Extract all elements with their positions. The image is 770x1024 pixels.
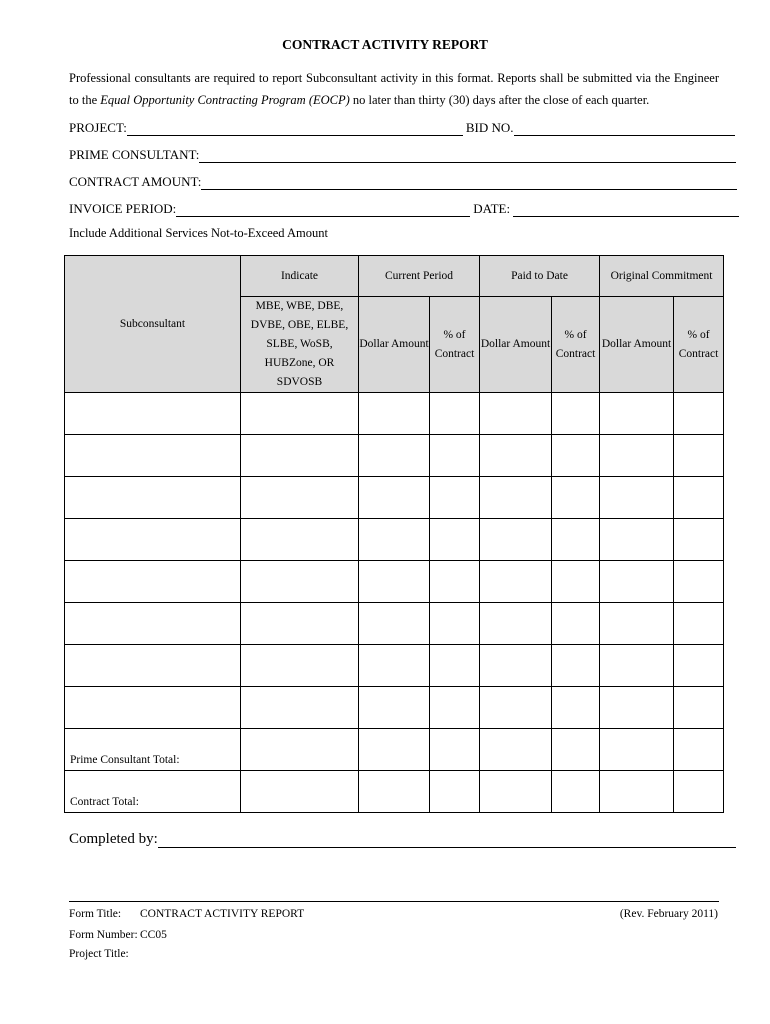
project-title-label: Project Title: (69, 948, 129, 960)
subconsultant-header: Subconsultant (65, 256, 241, 393)
intro-italic: Equal Opportunity Contracting Program (EOCP) (100, 93, 350, 107)
contract-amount-label: CONTRACT AMOUNT: (69, 174, 202, 189)
table-cell[interactable] (430, 393, 480, 435)
table-cell[interactable] (430, 771, 480, 813)
indicate-detail-header: MBE, WBE, DBE, DVBE, OBE, ELBE, SLBE, WoSB, HUBZone, OR SDVOSB (241, 297, 359, 393)
table-cell[interactable] (674, 603, 724, 645)
contract-amount-line (69, 174, 737, 190)
prime-total-label: Prime Consultant Total: (65, 729, 241, 771)
completed-by-field[interactable] (158, 830, 736, 848)
original-pct-header: % of Contract (674, 297, 724, 393)
table-cell[interactable] (600, 729, 674, 771)
table-cell[interactable] (600, 519, 674, 561)
table-cell[interactable] (359, 393, 430, 435)
project-line (69, 120, 735, 136)
document-title: CONTRACT ACTIVITY REPORT (282, 37, 488, 52)
form-number-value: CC05 (140, 929, 167, 941)
table-cell[interactable] (359, 435, 430, 477)
table-cell[interactable] (480, 645, 552, 687)
table-row (65, 645, 724, 687)
intro-text-2: no later than thirty (30) days after the close of each quarter. (349, 93, 650, 107)
table-cell[interactable] (359, 561, 430, 603)
table-cell[interactable] (241, 729, 359, 771)
table-cell[interactable] (600, 435, 674, 477)
table-cell[interactable] (241, 393, 359, 435)
table-cell[interactable] (480, 477, 552, 519)
table-cell[interactable] (480, 771, 552, 813)
table-cell[interactable] (552, 687, 600, 729)
current-pct-header: % of Contract (430, 297, 480, 393)
table-cell[interactable] (674, 435, 724, 477)
table-cell[interactable] (430, 561, 480, 603)
table-cell[interactable] (600, 645, 674, 687)
table-cell[interactable] (674, 645, 724, 687)
table-cell[interactable] (65, 603, 241, 645)
indicate-header: Indicate (241, 256, 359, 297)
table-cell[interactable] (600, 477, 674, 519)
table-cell[interactable] (480, 729, 552, 771)
table-cell[interactable] (600, 603, 674, 645)
bid-no-label: BID NO. (465, 120, 514, 135)
table-cell[interactable] (480, 519, 552, 561)
table-cell[interactable] (65, 519, 241, 561)
table-cell[interactable] (241, 477, 359, 519)
table-cell[interactable] (430, 477, 480, 519)
current-period-header: Current Period (359, 256, 480, 297)
table-row (65, 603, 724, 645)
table-cell[interactable] (65, 393, 241, 435)
table-cell[interactable] (674, 561, 724, 603)
footer-divider (69, 901, 719, 902)
bid-no-field[interactable] (514, 121, 735, 136)
table-cell[interactable] (241, 771, 359, 813)
table-cell[interactable] (480, 393, 552, 435)
table-cell[interactable] (552, 771, 600, 813)
project-field[interactable] (127, 121, 463, 136)
project-label: PROJECT: (69, 120, 127, 135)
table-cell[interactable] (674, 771, 724, 813)
table-cell[interactable] (65, 561, 241, 603)
table-row (65, 477, 724, 519)
table-cell[interactable] (65, 477, 241, 519)
table-cell[interactable] (359, 519, 430, 561)
table-row (65, 687, 724, 729)
table-cell[interactable] (552, 645, 600, 687)
table-cell[interactable] (430, 519, 480, 561)
table-cell[interactable] (480, 603, 552, 645)
intro-text-1: Professional consultants are required to report Subconsultant activity in this format. Reports shall be submitted via the Engineer to the (69, 71, 719, 107)
table-cell[interactable] (600, 393, 674, 435)
revision-date: (Rev. February 2011) (619, 908, 718, 920)
completed-by-line (69, 830, 736, 848)
current-dollar-header: Dollar Amount (359, 297, 430, 393)
intro-paragraph (69, 67, 719, 111)
table-cell[interactable] (552, 519, 600, 561)
table-cell[interactable] (359, 645, 430, 687)
contract-amount-field[interactable] (201, 175, 737, 190)
table-cell[interactable] (674, 729, 724, 771)
table-cell[interactable] (552, 477, 600, 519)
table-cell[interactable] (241, 519, 359, 561)
table-cell[interactable] (359, 477, 430, 519)
table-cell[interactable] (552, 435, 600, 477)
table-cell[interactable] (241, 435, 359, 477)
table-cell[interactable] (552, 729, 600, 771)
invoice-period-field[interactable] (176, 202, 470, 217)
table-cell[interactable] (65, 687, 241, 729)
table-cell[interactable] (241, 645, 359, 687)
table-cell[interactable] (674, 519, 724, 561)
table-cell[interactable] (480, 561, 552, 603)
table-cell[interactable] (552, 561, 600, 603)
table-cell[interactable] (65, 435, 241, 477)
table-cell[interactable] (359, 687, 430, 729)
table-cell[interactable] (241, 561, 359, 603)
prime-consultant-label: PRIME CONSULTANT: (69, 147, 200, 162)
table-row (65, 519, 724, 561)
invoice-period-label: INVOICE PERIOD: (69, 201, 177, 216)
date-label: DATE: (473, 201, 511, 216)
table-cell[interactable] (600, 771, 674, 813)
table-cell[interactable] (552, 393, 600, 435)
table-cell[interactable] (674, 393, 724, 435)
form-title-value: CONTRACT ACTIVITY REPORT (140, 908, 305, 920)
table-cell[interactable] (674, 687, 724, 729)
table-row (65, 393, 724, 435)
additional-services-note: Include Additional Services Not-to-Exceed Amount (69, 226, 328, 240)
date-field[interactable] (513, 202, 739, 217)
table-cell[interactable] (241, 603, 359, 645)
table-row (65, 561, 724, 603)
table-row (65, 435, 724, 477)
table-cell[interactable] (359, 729, 430, 771)
original-commitment-header: Original Commitment (600, 256, 724, 297)
form-number-label: Form Number: (69, 929, 138, 941)
contract-total-label: Contract Total: (65, 771, 241, 813)
table-cell[interactable] (430, 645, 480, 687)
table-cell[interactable] (430, 603, 480, 645)
paid-pct-header: % of Contract (552, 297, 600, 393)
table-cell[interactable] (600, 687, 674, 729)
table-cell[interactable] (600, 561, 674, 603)
prime-consultant-field[interactable] (199, 148, 736, 163)
activity-table (64, 255, 724, 813)
table-cell[interactable] (552, 603, 600, 645)
table-cell[interactable] (359, 603, 430, 645)
paid-dollar-header: Dollar Amount (480, 297, 552, 393)
table-cell[interactable] (430, 729, 480, 771)
prime-consultant-line (69, 147, 736, 163)
table-cell[interactable] (430, 435, 480, 477)
table-cell[interactable] (430, 687, 480, 729)
table-cell[interactable] (480, 435, 552, 477)
table-cell[interactable] (674, 477, 724, 519)
table-cell[interactable] (480, 687, 552, 729)
table-cell[interactable] (65, 645, 241, 687)
completed-by-label: Completed by: (69, 831, 158, 847)
invoice-period-line (69, 201, 739, 217)
original-dollar-header: Dollar Amount (600, 297, 674, 393)
paid-to-date-header: Paid to Date (480, 256, 600, 297)
contract-total-row (65, 771, 724, 813)
table-cell[interactable] (359, 771, 430, 813)
table-cell[interactable] (241, 687, 359, 729)
prime-total-row (65, 729, 724, 771)
form-title-label: Form Title: (69, 908, 122, 920)
